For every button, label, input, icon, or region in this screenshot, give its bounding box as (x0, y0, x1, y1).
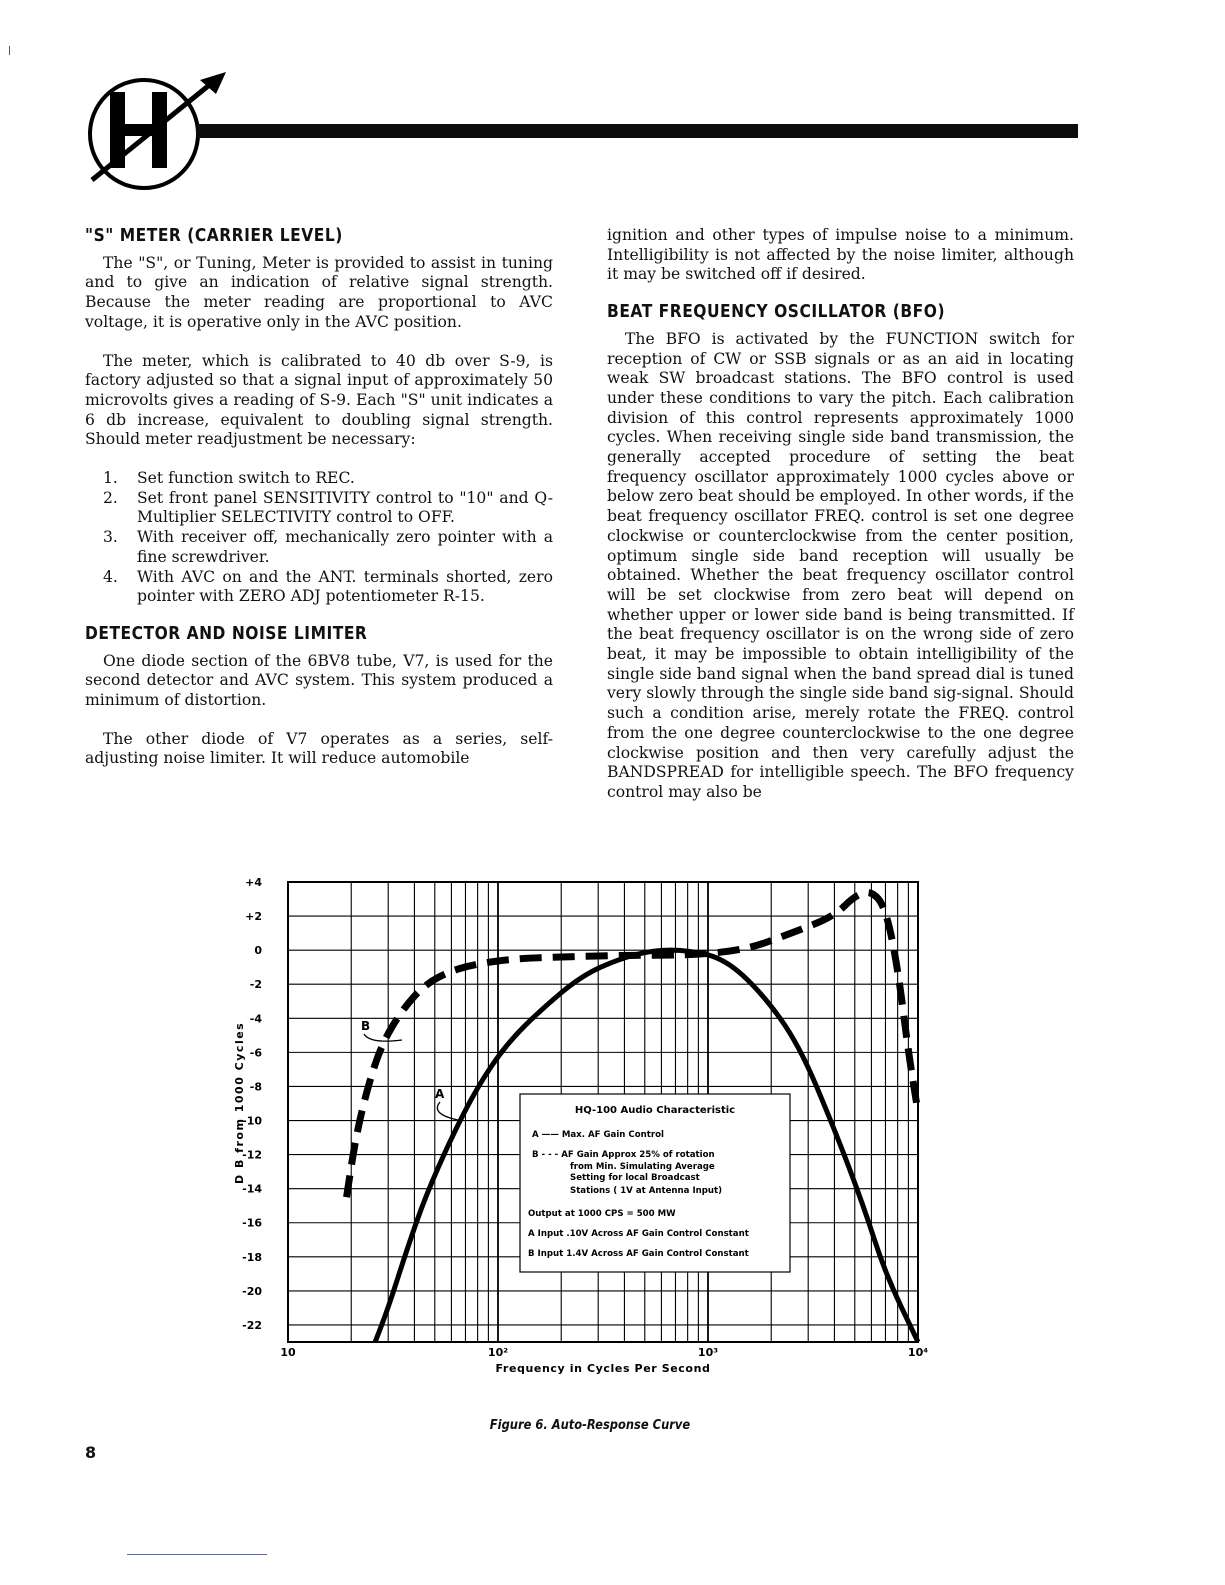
legend-line: A Input .10V Across AF Gain Control Constant (528, 1229, 749, 1239)
footer-link-underline (127, 1554, 267, 1555)
legend-line: B - - - AF Gain Approx 25% of rotation (532, 1150, 715, 1160)
list-item: 3. With receiver off, mechanically zero pointer with a fine screwdriver. (103, 528, 553, 566)
legend-line: Stations ( 1V at Antenna Input) (570, 1186, 723, 1196)
y-tick-label: -22 (242, 1318, 262, 1332)
annotation-label-b: B (361, 1019, 371, 1033)
y-tick-label: -12 (242, 1148, 262, 1162)
s-meter-paragraph-2: The meter, which is calibrated to 40 db over S-9, is factory adjusted so that a signal input of approximately 50 microvolts gives a reading of S-9. Each "S" unit indicates a 6 db increase, equivalent to doubling signal strength. Should meter readjustment be necessary: (85, 351, 553, 449)
bfo-paragraph: The BFO is activated by the FUNCTION switch for reception of CW or SSB signals or as an aid in locating weak SW broadcast stations. The BFO control is used under these conditions to vary the pitch. Each calibration division of this control represents approximately 1000 cycles. When receiving single side band transmission, the generally accepted procedure of setting the beat frequency oscillator approximately 1000 cycles above or below zero beat should be employed. In other words, if the beat frequency oscillator FREQ. control is set one degree clockwise or counterclockwise from the center position, optimum single side band reception will usually be obtained. Whether the beat frequency oscillator control will be set clockwise from zero beat will depend on whether upper or lower side band is being transmitted. If the beat frequency oscillator is on the wrong side of zero beat, it may be impossible to obtain intelligibility of the single side band signal when the band spread dial is tuned very slowly through the single side band sig-signal. Should such a condition arise, merely rotate the FREQ. control from the one degree counterclockwise to the one degree clockwise position and then very carefully adjust the BANDSPREAD for intelligible speech. The BFO frequency control may also be (607, 329, 1074, 801)
list-item: 4. With AVC on and the ANT. terminals shorted, zero pointer with ZERO ADJ potentiometer R-15. (103, 567, 553, 606)
bfo-heading: BEAT FREQUENCY OSCILLATOR (BFO) (607, 301, 946, 323)
y-tick-label: -14 (242, 1182, 262, 1196)
s-meter-paragraph-1: The "S", or Tuning, Meter is provided to assist in tuning and to give an indication of relative signal strength. Because the meter reading are proportional to AVC voltage, it is operative only in the AVC position. (85, 253, 553, 331)
detector-heading: DETECTOR AND NOISE LIMITER (85, 622, 368, 644)
s-meter-heading: "S" METER (CARRIER LEVEL) (85, 225, 343, 246)
y-tick-label: 0 (254, 944, 262, 958)
y-tick-label: -10 (242, 1114, 262, 1128)
y-tick-label: -8 (249, 1080, 262, 1094)
legend-line: from Min. Simulating Average (570, 1162, 715, 1172)
detector-paragraph-2: The other diode of V7 operates as a series, self-adjusting noise limiter. It will reduce automobile (85, 729, 553, 768)
audio-response-chart (230, 862, 970, 1382)
y-tick-label: +4 (245, 876, 262, 889)
annotation-arrow-a (437, 1102, 458, 1120)
y-tick-label: -16 (242, 1216, 262, 1230)
left-column (85, 226, 553, 769)
right-column (607, 226, 1074, 803)
page-number: 8 (85, 1443, 97, 1462)
header-rule (196, 124, 1078, 138)
list-item: 1. Set function switch to REC. (103, 469, 355, 488)
legend-line: B Input 1.4V Across AF Gain Control Constant (528, 1249, 749, 1259)
legend-line: Output at 1000 CPS = 500 MW (528, 1209, 676, 1219)
x-tick-label: 10 (280, 1346, 296, 1359)
x-tick-label: 10² (487, 1346, 509, 1359)
x-tick-labels (280, 1346, 928, 1359)
list-item: 2. Set front panel SENSITIVITY control to "10" and Q-Multiplier SELECTIVITY control to OFF. (103, 488, 553, 527)
y-tick-label: -4 (249, 1012, 262, 1026)
y-axis-label: D B from 1000 Cycles (233, 1021, 246, 1184)
annotation-arrow-b (364, 1034, 402, 1041)
y-tick-label: -6 (249, 1046, 262, 1060)
chart-annotations (361, 1019, 458, 1120)
figure-caption: Figure 6. Auto-Response Curve (489, 1417, 691, 1433)
legend-line: A —— Max. AF Gain Control (532, 1130, 664, 1140)
legend-box (520, 1094, 790, 1272)
margin-tick (9, 46, 10, 55)
noise-limiter-continuation: ignition and other types of impulse noise to a minimum. Intelligibility is not affected by the noise limiter, although it may be switched off if desired. (607, 226, 1074, 284)
y-tick-label: -2 (249, 978, 262, 992)
legend-title: HQ-100 Audio Characteristic (574, 1105, 736, 1116)
legend-line: Setting for local Broadcast (570, 1173, 700, 1183)
x-tick-label: 10⁴ (907, 1346, 929, 1359)
y-tick-label: +2 (245, 910, 262, 924)
y-tick-label: -18 (242, 1250, 262, 1264)
meter-adjust-steps (85, 469, 553, 607)
chart-svg (230, 862, 970, 1382)
y-tick-label: -20 (242, 1284, 262, 1298)
x-tick-label: 10³ (697, 1346, 719, 1359)
x-axis-label: Frequency in Cycles Per Second (495, 1362, 711, 1375)
chart-legend (520, 1094, 790, 1272)
annotation-label-a: A (435, 1087, 445, 1101)
detector-paragraph-1: One diode section of the 6BV8 tube, V7, is used for the second detector and AVC system. This system produced a minimum of distortion. (85, 651, 553, 710)
